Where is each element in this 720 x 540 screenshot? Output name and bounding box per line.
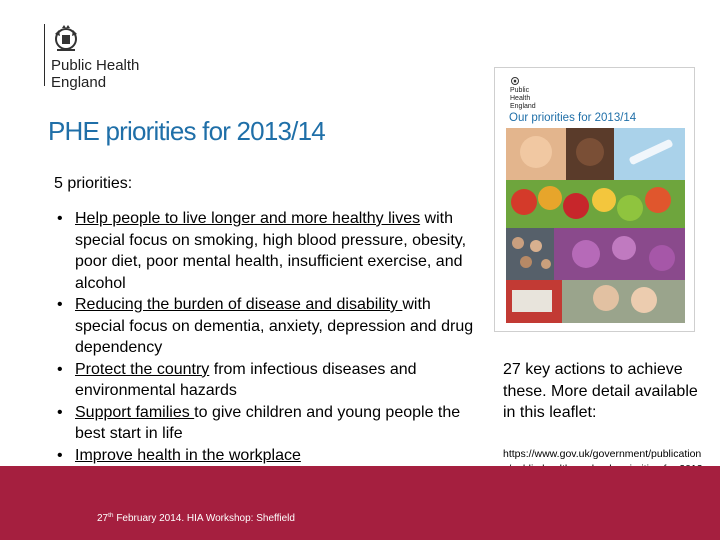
priority-item — [54, 294, 484, 359]
logo-line-2: England — [51, 74, 107, 91]
priority-heading: Help people to live longer and more healthy lives — [75, 210, 421, 227]
cover-logo-line-2: Health — [510, 95, 531, 102]
logo-line-1: Public Health — [51, 57, 140, 74]
leaflet-cover-image — [494, 67, 695, 332]
priority-detail: from infectious diseases and environmental hazards — [75, 360, 417, 399]
priority-item — [54, 402, 484, 445]
priority-item — [54, 359, 484, 402]
actions-text: 27 key actions to achieve these. More detail available in this leaflet: — [503, 361, 698, 421]
footer-day: 27 — [97, 513, 109, 524]
slide-title: PHE priorities for 2013/14 — [48, 116, 325, 146]
footer-event: February 2014. HIA Workshop: Sheffield — [113, 513, 295, 524]
priority-item — [54, 445, 484, 467]
leaflet-link[interactable]: https://www.gov.uk/government/publication — [503, 448, 702, 460]
footer-bar — [0, 466, 720, 540]
priority-detail: with special focus on dementia, anxiety, depression and drug dependency — [75, 296, 474, 356]
footer-text — [97, 512, 295, 524]
cover-logo-line-1: Public — [510, 87, 530, 94]
priority-detail: with special focus on smoking, high blood pressure, obesity, poor diet, poor mental health, insufficient exercise, and alcohol — [75, 210, 467, 292]
phe-logo — [44, 24, 140, 91]
priorities-list — [54, 208, 484, 466]
cover-crest-icon — [510, 76, 520, 86]
cover-logo-line-3: England — [510, 103, 536, 110]
priority-detail: to give children and young people the best start in life — [75, 403, 461, 442]
photo-collage — [506, 128, 685, 323]
priority-heading: Improve health in the workplace — [75, 446, 301, 464]
priority-heading: Support families — [75, 403, 195, 421]
slide-subtitle: 5 priorities: — [54, 175, 133, 192]
priority-item — [54, 208, 484, 294]
priority-heading: Protect the country — [75, 360, 210, 378]
priority-heading: Reducing the burden of disease and disability — [75, 296, 403, 313]
footer-day-suffix: th — [108, 512, 114, 519]
cover-title: Our priorities for 2013/14 — [509, 112, 637, 124]
royal-crest-icon — [51, 24, 81, 54]
cover-logo — [510, 76, 536, 111]
